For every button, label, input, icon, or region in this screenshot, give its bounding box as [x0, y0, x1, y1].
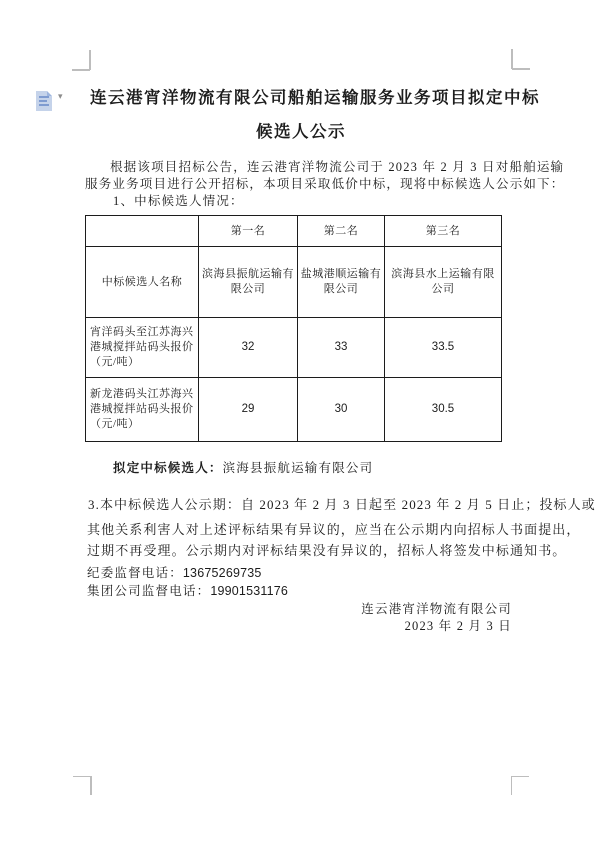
comment-document-icon[interactable]: [36, 91, 52, 111]
header-rank-2: 第二名: [298, 216, 385, 247]
intro-line: 1、中标候选人情况：: [113, 194, 244, 208]
proposed-winner-line: [113, 461, 373, 477]
row-label: 中标候选人名称: [86, 247, 199, 318]
price-value: 30.5: [385, 378, 502, 442]
notice-line: 其他关系利害人对上述评标结果有异议的，应当在公示期内向招标人书面提出，: [87, 522, 581, 537]
row-label: 宵洋码头至江苏海兴港城搅拌站码头报价（元/吨）: [86, 318, 199, 378]
proposed-winner-value: 滨海县振航运输有限公司: [222, 461, 374, 475]
group-phone-label: 集团公司监督电话：: [87, 584, 211, 598]
discipline-phone-number: 13675269735: [182, 566, 262, 580]
candidate-name-2: 盐城港顺运输有限公司: [298, 247, 385, 318]
crop-mark-top-left-h: [72, 69, 90, 71]
signature-company: 连云港宵洋物流有限公司: [361, 602, 512, 616]
crop-mark-bottom-right-v: [511, 776, 513, 795]
price-value: 29: [199, 378, 298, 442]
header-rank-3: 第三名: [385, 216, 502, 247]
crop-mark-bottom-right-h: [511, 776, 529, 778]
crop-mark-bottom-left-v: [90, 776, 92, 795]
price-value: 33: [298, 318, 385, 378]
table-header-row: [86, 216, 502, 247]
document-title-line-2: 候选人公示: [256, 122, 346, 141]
candidate-name-1: 滨海县振航运输有限公司: [199, 247, 298, 318]
crop-mark-top-left-v: [89, 50, 91, 70]
header-empty-cell: [86, 216, 199, 247]
crop-mark-top-right-v: [511, 49, 513, 69]
price-value: 33.5: [385, 318, 502, 378]
notice-line: 过期不再受理。公示期内对评标结果没有异议的，招标人将签发中标通知书。: [87, 543, 567, 558]
price-value: 30: [298, 378, 385, 442]
candidate-name-3: 滨海县水上运输有限公司: [385, 247, 502, 318]
row-label: 新龙港码头江苏海兴港城搅拌站码头报价（元/吨）: [86, 378, 199, 442]
document-title-line-1: 连云港宵洋物流有限公司船舶运输服务业务项目拟定中标: [90, 88, 540, 107]
price-value: 32: [199, 318, 298, 378]
group-phone-line: [87, 584, 288, 600]
notice-line: 3.本中标候选人公示期：自 2023 年 2 月 3 日起至 2023 年 2 月 5 日止；投标人或: [88, 497, 596, 512]
table-row-price-xinlonggang: [86, 378, 502, 442]
discipline-phone-label: 纪委监督电话：: [87, 566, 183, 580]
icon-text-line: [39, 104, 49, 106]
intro-line: 服务业务项目进行公开招标，本项目采取低价中标，现将中标候选人公示如下：: [85, 177, 565, 191]
crop-mark-top-right-h: [512, 68, 530, 70]
icon-text-line: [39, 100, 47, 102]
discipline-phone-line: [87, 566, 262, 582]
table-row-price-xiaoyang: [86, 318, 502, 378]
proposed-winner-label: 拟定中标候选人：: [113, 461, 223, 475]
table-row-candidate-names: [86, 247, 502, 318]
signature-date: 2023 年 2 月 3 日: [404, 619, 512, 633]
group-phone-number: 19901531176: [210, 584, 289, 598]
crop-mark-bottom-left-h: [73, 776, 91, 778]
intro-line: 根据该项目招标公告，连云港宵洋物流公司于 2023 年 2 月 3 日对船舶运输: [110, 160, 565, 174]
header-rank-1: 第一名: [199, 216, 298, 247]
icon-text-line: [39, 96, 49, 98]
comment-dropdown-caret-icon[interactable]: ▾: [58, 91, 63, 101]
bid-candidates-table: [85, 215, 502, 442]
